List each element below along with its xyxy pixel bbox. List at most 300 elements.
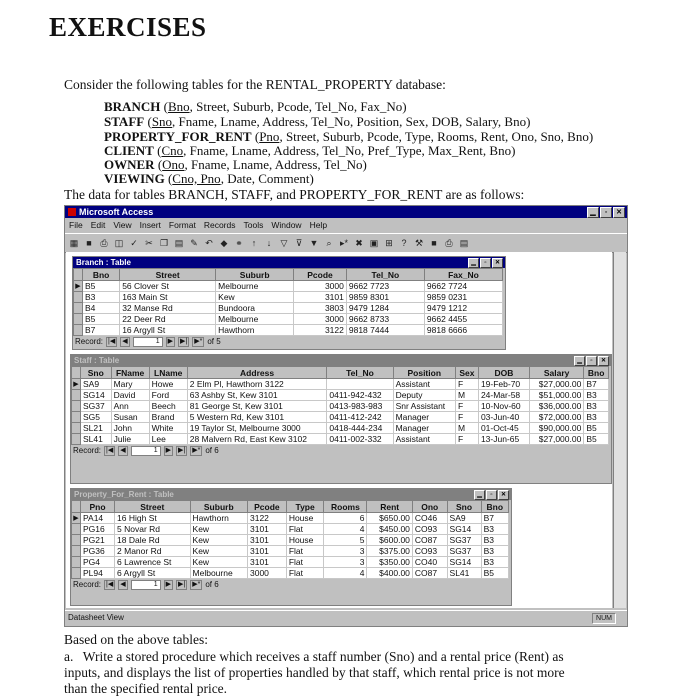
- table-cell[interactable]: $27,000.00: [530, 379, 584, 390]
- table-row[interactable]: [72, 401, 609, 412]
- record-selector-icon[interactable]: ▶: [72, 379, 81, 390]
- table-cell[interactable]: SL21: [81, 423, 112, 434]
- find-icon[interactable]: ⌕: [326, 238, 332, 248]
- table-cell[interactable]: B7: [481, 513, 508, 524]
- table-cell[interactable]: 32 Manse Rd: [120, 303, 216, 314]
- table-cell[interactable]: Beech: [149, 401, 187, 412]
- table-cell[interactable]: 10-Nov-60: [478, 401, 529, 412]
- table-row[interactable]: [72, 535, 509, 546]
- table-cell[interactable]: $450.00: [367, 524, 412, 535]
- record-selector-icon[interactable]: [74, 314, 83, 325]
- copy-icon[interactable]: ❐: [159, 238, 169, 248]
- table-cell[interactable]: PG21: [81, 535, 115, 546]
- menu-item[interactable]: Help: [309, 220, 328, 230]
- table-cell[interactable]: Kew: [190, 557, 247, 568]
- schema-name: VIEWING: [104, 171, 165, 186]
- table-cell[interactable]: 28 Malvern Rd, East Kew 3102: [187, 434, 327, 445]
- table-cell[interactable]: Kew: [216, 292, 294, 303]
- column-header[interactable]: Bno: [83, 269, 120, 281]
- table-cell[interactable]: 63 Ashby St, Kew 3101: [187, 390, 327, 401]
- schema-line: PROPERTY_FOR_RENT (Pno, Street, Suburb, Pcode, Type, Rooms, Rent, Ono, Sno, Bno): [104, 129, 594, 144]
- table-cell[interactable]: Mary: [111, 379, 149, 390]
- table-cell[interactable]: 18 Dale Rd: [115, 535, 191, 546]
- cut-icon[interactable]: ✂: [145, 238, 153, 248]
- record-nav-forward-button[interactable]: ▶: [165, 580, 171, 588]
- column-header[interactable]: Sno: [81, 367, 112, 379]
- column-header[interactable]: Bno: [584, 367, 609, 379]
- column-header[interactable]: Type: [286, 501, 324, 513]
- table-cell[interactable]: B3: [584, 412, 609, 423]
- column-header[interactable]: Suburb: [190, 501, 247, 513]
- table-cell[interactable]: SG37: [81, 401, 112, 412]
- table-cell[interactable]: 81 George St, Kew 3101: [187, 401, 327, 412]
- table-cell[interactable]: 9818 7444: [346, 325, 424, 336]
- record-nav-forward-button[interactable]: ▶|: [178, 580, 186, 588]
- table-cell[interactable]: 19 Taylor St, Melbourne 3000: [187, 423, 327, 434]
- table-cell[interactable]: 5 Novar Rd: [115, 524, 191, 535]
- table-cell[interactable]: B3: [481, 524, 508, 535]
- table-cell[interactable]: 0413-983-983: [327, 401, 393, 412]
- record-selector-icon[interactable]: [72, 401, 81, 412]
- record-count: of 6: [205, 446, 219, 455]
- table-cell[interactable]: $375.00: [367, 546, 412, 557]
- undo-icon[interactable]: ↶: [205, 238, 213, 248]
- record-selector-icon[interactable]: [74, 325, 83, 336]
- table-cell[interactable]: 0418-444-234: [327, 423, 393, 434]
- table-cell[interactable]: 9818 6666: [424, 325, 502, 336]
- table-cell[interactable]: 22 Deer Rd: [120, 314, 216, 325]
- paste-icon[interactable]: ▤: [174, 238, 184, 248]
- table-cell[interactable]: 3000: [248, 568, 287, 579]
- column-header[interactable]: Ono: [412, 501, 447, 513]
- table-cell[interactable]: David: [111, 390, 149, 401]
- table-cell[interactable]: Ford: [149, 390, 187, 401]
- table-cell[interactable]: 3101: [294, 292, 347, 303]
- maximize-icon[interactable]: ▫: [480, 258, 491, 268]
- table-cell[interactable]: 16 Argyll St: [120, 325, 216, 336]
- record-selector-icon[interactable]: [72, 557, 81, 568]
- table-cell[interactable]: B3: [584, 390, 609, 401]
- column-header[interactable]: Position: [393, 367, 455, 379]
- table-cell[interactable]: Melbourne: [216, 314, 294, 325]
- header-row: [72, 367, 609, 379]
- record-selector-icon[interactable]: [74, 292, 83, 303]
- table-cell[interactable]: 56 Clover St: [120, 281, 216, 292]
- column-header[interactable]: LName: [149, 367, 187, 379]
- table-cell[interactable]: F: [455, 412, 478, 423]
- menu-item[interactable]: Insert: [139, 220, 161, 230]
- save2-icon[interactable]: ■: [431, 238, 437, 248]
- table-cell[interactable]: SL41: [81, 434, 112, 445]
- table-cell[interactable]: Flat: [286, 568, 324, 579]
- close-icon[interactable]: ✕: [613, 207, 625, 218]
- property-table-window[interactable]: [70, 488, 512, 606]
- table-row[interactable]: [72, 557, 509, 568]
- table-cell[interactable]: PG16: [81, 524, 115, 535]
- sort-ascending-icon[interactable]: ↑: [251, 238, 257, 248]
- property-datasheet: [71, 500, 509, 579]
- menu-item[interactable]: Edit: [90, 220, 106, 230]
- table-cell[interactable]: Brand: [149, 412, 187, 423]
- filter-form-icon[interactable]: ⊽: [295, 238, 303, 248]
- table-cell[interactable]: F: [455, 401, 478, 412]
- table-cell[interactable]: CO46: [412, 513, 447, 524]
- table-cell[interactable]: 03-Jun-40: [478, 412, 529, 423]
- select-all-cell[interactable]: [72, 367, 81, 379]
- table-cell[interactable]: House: [286, 535, 324, 546]
- table-cell[interactable]: 9662 7723: [346, 281, 424, 292]
- table-row[interactable]: [72, 568, 509, 579]
- table-cell[interactable]: 4: [324, 568, 367, 579]
- table-cell[interactable]: 9479 1284: [346, 303, 424, 314]
- record-selector-icon[interactable]: [72, 568, 81, 579]
- filter-icon[interactable]: ▽: [280, 238, 288, 248]
- table-cell[interactable]: B3: [481, 557, 508, 568]
- table-row[interactable]: [72, 423, 609, 434]
- table-cell[interactable]: $650.00: [367, 513, 412, 524]
- column-header[interactable]: DOB: [478, 367, 529, 379]
- column-header[interactable]: Street: [120, 269, 216, 281]
- table-cell[interactable]: Manager: [393, 423, 455, 434]
- close-icon[interactable]: ✕: [598, 356, 609, 366]
- close-icon[interactable]: ✕: [498, 490, 509, 500]
- table-cell[interactable]: Melbourne: [216, 281, 294, 292]
- record-selector-icon[interactable]: ▶: [72, 513, 81, 524]
- table-row[interactable]: [72, 513, 509, 524]
- tools-icon[interactable]: ⚒: [414, 238, 424, 248]
- paste2-icon[interactable]: ▤: [459, 238, 469, 248]
- table-cell[interactable]: $51,000.00: [530, 390, 584, 401]
- table-cell[interactable]: 19-Feb-70: [478, 379, 529, 390]
- table-cell[interactable]: F: [455, 434, 478, 445]
- record-selector-icon[interactable]: [72, 412, 81, 423]
- table-cell[interactable]: B7: [584, 379, 609, 390]
- table-row[interactable]: [74, 325, 503, 336]
- table-cell[interactable]: 2 Elm Pl, Hawthorn 3122: [187, 379, 327, 390]
- table-cell[interactable]: 4: [324, 524, 367, 535]
- table-cell[interactable]: 5 Western Rd, Kew 3101: [187, 412, 327, 423]
- sort-descending-icon[interactable]: ↓: [266, 238, 272, 248]
- table-row[interactable]: [74, 314, 503, 325]
- table-row[interactable]: [74, 292, 503, 303]
- record-selector-icon[interactable]: [72, 434, 81, 445]
- spelling-icon[interactable]: ✓: [130, 238, 138, 248]
- table-cell[interactable]: B5: [481, 568, 508, 579]
- table-cell[interactable]: PG4: [81, 557, 115, 568]
- table-cell[interactable]: B3: [481, 546, 508, 557]
- table-cell[interactable]: $72,000.00: [530, 412, 584, 423]
- table-cell[interactable]: SG5: [81, 412, 112, 423]
- new-object-icon[interactable]: ⊞: [385, 238, 393, 248]
- column-header[interactable]: Rent: [367, 501, 412, 513]
- maximize-icon[interactable]: ▫: [600, 207, 612, 218]
- staff-table-title: Staff : Table: [74, 356, 120, 365]
- record-label: Record:: [75, 337, 104, 346]
- table-cell[interactable]: 3122: [294, 325, 347, 336]
- record-selector-icon[interactable]: [72, 546, 81, 557]
- menu-item[interactable]: Window: [271, 220, 302, 230]
- column-header[interactable]: Pcode: [248, 501, 287, 513]
- select-all-cell[interactable]: [74, 269, 83, 281]
- hyperlink-icon[interactable]: ⚭: [235, 238, 243, 248]
- table-cell[interactable]: Flat: [286, 557, 324, 568]
- table-cell[interactable]: Hawthorn: [190, 513, 247, 524]
- table-row[interactable]: [74, 281, 503, 292]
- table-cell[interactable]: 2 Manor Rd: [115, 546, 191, 557]
- record-nav-forward-button[interactable]: ▶*: [194, 337, 203, 345]
- table-cell[interactable]: Susan: [111, 412, 149, 423]
- table-cell[interactable]: 3101: [248, 557, 287, 568]
- table-cell[interactable]: 13-Jun-65: [478, 434, 529, 445]
- table-row[interactable]: [72, 524, 509, 535]
- record-selector-icon[interactable]: [74, 303, 83, 314]
- table-cell[interactable]: 3101: [248, 535, 287, 546]
- data-lead-text: The data for tables BRANCH, STAFF, and PROPERTY_FOR_RENT are as follows:: [64, 187, 525, 202]
- column-header[interactable]: Street: [115, 501, 191, 513]
- column-header[interactable]: Pno: [81, 501, 115, 513]
- table-cell[interactable]: B5: [584, 423, 609, 434]
- select-all-cell[interactable]: [72, 501, 81, 513]
- record-selector-icon[interactable]: [72, 423, 81, 434]
- window-titlebar: [65, 206, 627, 218]
- table-cell[interactable]: M: [455, 423, 478, 434]
- table-cell[interactable]: Lee: [149, 434, 187, 445]
- table-cell[interactable]: Snr Assistant: [393, 401, 455, 412]
- table-cell[interactable]: 0411-942-432: [327, 390, 393, 401]
- table-row[interactable]: [72, 434, 609, 445]
- table-cell[interactable]: CO87: [412, 568, 447, 579]
- column-header[interactable]: Sex: [455, 367, 478, 379]
- table-cell[interactable]: B5: [584, 434, 609, 445]
- table-cell[interactable]: B5: [83, 281, 120, 292]
- record-nav-back-button[interactable]: ◀: [120, 446, 126, 454]
- table-cell[interactable]: PG36: [81, 546, 115, 557]
- minimize-icon[interactable]: ▁: [468, 258, 479, 268]
- table-cell[interactable]: PA14: [81, 513, 115, 524]
- record-nav-back-button[interactable]: |◀: [106, 446, 114, 454]
- schema-name: PROPERTY_FOR_RENT: [104, 129, 252, 144]
- close-icon[interactable]: ✕: [492, 258, 503, 268]
- record-number-input[interactable]: 1: [131, 580, 161, 590]
- column-header[interactable]: Address: [187, 367, 327, 379]
- column-header[interactable]: Fax_No: [424, 269, 502, 281]
- record-selector-icon[interactable]: [72, 535, 81, 546]
- insert-object-icon[interactable]: ◆: [220, 238, 228, 248]
- table-cell[interactable]: $400.00: [367, 568, 412, 579]
- record-nav-back-button[interactable]: ◀: [120, 580, 126, 588]
- table-cell[interactable]: 9859 8301: [346, 292, 424, 303]
- table-cell[interactable]: Ann: [111, 401, 149, 412]
- table-cell[interactable]: White: [149, 423, 187, 434]
- access-logo-icon: [68, 208, 76, 216]
- view-icon[interactable]: ▦: [69, 238, 79, 248]
- print-icon[interactable]: ⎙: [100, 238, 108, 248]
- table-cell[interactable]: [327, 379, 393, 390]
- maximize-icon[interactable]: ▫: [486, 490, 497, 500]
- table-cell[interactable]: 0411-412-242: [327, 412, 393, 423]
- header-row: [72, 501, 509, 513]
- table-cell[interactable]: B4: [83, 303, 120, 314]
- table-cell[interactable]: 163 Main St: [120, 292, 216, 303]
- menu-item[interactable]: Tools: [243, 220, 264, 230]
- record-nav-forward-button[interactable]: ▶|: [180, 337, 188, 345]
- table-row[interactable]: [72, 379, 609, 390]
- table-cell[interactable]: 3122: [248, 513, 287, 524]
- menu-item[interactable]: Format: [168, 220, 196, 230]
- property-table-titlebar: [71, 489, 511, 500]
- table-cell[interactable]: Bundoora: [216, 303, 294, 314]
- table-cell[interactable]: $90,000.00: [530, 423, 584, 434]
- table-cell[interactable]: 3101: [248, 546, 287, 557]
- column-header[interactable]: Bno: [481, 501, 508, 513]
- menu-item[interactable]: View: [113, 220, 132, 230]
- record-nav-forward-button[interactable]: ▶*: [192, 446, 201, 454]
- table-cell[interactable]: 6 Argyll St: [115, 568, 191, 579]
- table-cell[interactable]: 9662 7724: [424, 281, 502, 292]
- table-cell[interactable]: 24-Mar-58: [478, 390, 529, 401]
- table-cell[interactable]: CO93: [412, 524, 447, 535]
- table-cell[interactable]: Julie: [111, 434, 149, 445]
- table-cell[interactable]: Flat: [286, 524, 324, 535]
- table-cell[interactable]: Manager: [393, 412, 455, 423]
- table-cell[interactable]: SG14: [447, 524, 481, 535]
- record-nav-forward-button[interactable]: ▶: [165, 446, 171, 454]
- maximize-icon[interactable]: ▫: [586, 356, 597, 366]
- table-cell[interactable]: F: [455, 379, 478, 390]
- table-cell[interactable]: Kew: [190, 524, 247, 535]
- table-cell[interactable]: 3000: [294, 314, 347, 325]
- table-cell[interactable]: PL94: [81, 568, 115, 579]
- record-label: Record:: [73, 446, 102, 455]
- table-cell[interactable]: 6: [324, 513, 367, 524]
- record-selector-icon[interactable]: [72, 390, 81, 401]
- column-header[interactable]: Pcode: [294, 269, 347, 281]
- table-cell[interactable]: 01-Oct-45: [478, 423, 529, 434]
- table-cell[interactable]: 9662 8733: [346, 314, 424, 325]
- table-cell[interactable]: CO87: [412, 535, 447, 546]
- branch-table-window[interactable]: [72, 256, 506, 350]
- record-nav-back-button[interactable]: |◀: [106, 580, 114, 588]
- staff-table-window[interactable]: [70, 354, 612, 484]
- table-cell[interactable]: SG37: [447, 546, 481, 557]
- table-row[interactable]: [72, 546, 509, 557]
- table-cell[interactable]: B3: [481, 535, 508, 546]
- column-header[interactable]: Tel_No: [346, 269, 424, 281]
- table-cell[interactable]: SA9: [81, 379, 112, 390]
- column-header[interactable]: Suburb: [216, 269, 294, 281]
- table-cell[interactable]: SL41: [447, 568, 481, 579]
- schema-fields: , Fname, Lname, Address, Tel_No, Position, Sex, DOB, Salary, Bno): [172, 114, 531, 129]
- table-cell[interactable]: SG14: [447, 557, 481, 568]
- column-header[interactable]: Rooms: [324, 501, 367, 513]
- column-header[interactable]: Tel_No: [327, 367, 393, 379]
- table-cell[interactable]: 3101: [248, 524, 287, 535]
- table-cell[interactable]: SG37: [447, 535, 481, 546]
- table-cell[interactable]: $27,000.00: [530, 434, 584, 445]
- table-cell[interactable]: 9859 0231: [424, 292, 502, 303]
- record-nav-forward-button[interactable]: ▶*: [192, 580, 201, 588]
- table-row[interactable]: [74, 303, 503, 314]
- table-cell[interactable]: Kew: [190, 546, 247, 557]
- table-cell[interactable]: CO93: [412, 546, 447, 557]
- table-cell[interactable]: $350.00: [367, 557, 412, 568]
- table-cell[interactable]: Assistant: [393, 434, 455, 445]
- table-cell[interactable]: M: [455, 390, 478, 401]
- table-cell[interactable]: 5: [324, 535, 367, 546]
- table-cell[interactable]: SG14: [81, 390, 112, 401]
- table-cell[interactable]: 6 Lawrence St: [115, 557, 191, 568]
- save-icon[interactable]: ■: [86, 238, 92, 248]
- record-nav-forward-button[interactable]: ▶|: [178, 446, 186, 454]
- delete-record-icon[interactable]: ✖: [355, 238, 363, 248]
- new-record-icon[interactable]: ▸*: [339, 238, 349, 248]
- table-cell[interactable]: 16 High St: [115, 513, 191, 524]
- table-cell[interactable]: Howe: [149, 379, 187, 390]
- table-cell[interactable]: B3: [83, 292, 120, 303]
- minimize-icon[interactable]: ▁: [574, 356, 585, 366]
- table-cell[interactable]: B3: [584, 401, 609, 412]
- database-window-icon[interactable]: ▣: [369, 238, 379, 248]
- column-header[interactable]: Sno: [447, 501, 481, 513]
- table-cell[interactable]: 0411-002-332: [327, 434, 393, 445]
- record-nav-back-button[interactable]: ◀: [122, 337, 128, 345]
- table-cell[interactable]: 3803: [294, 303, 347, 314]
- table-row[interactable]: [72, 390, 609, 401]
- record-number-input[interactable]: 1: [133, 337, 163, 347]
- record-nav-back-button[interactable]: |◀: [108, 337, 116, 345]
- schema-name: STAFF: [104, 114, 145, 129]
- table-cell[interactable]: 3: [324, 557, 367, 568]
- menu-item[interactable]: Records: [203, 220, 236, 230]
- table-cell[interactable]: Melbourne: [190, 568, 247, 579]
- table-cell[interactable]: B7: [83, 325, 120, 336]
- table-cell[interactable]: $36,000.00: [530, 401, 584, 412]
- record-nav-forward-button[interactable]: ▶: [167, 337, 173, 345]
- preview-icon[interactable]: ◫: [114, 238, 124, 248]
- table-cell[interactable]: B5: [83, 314, 120, 325]
- table-cell[interactable]: 3000: [294, 281, 347, 292]
- minimize-icon[interactable]: ▁: [474, 490, 485, 500]
- table-cell[interactable]: Flat: [286, 546, 324, 557]
- column-header[interactable]: Salary: [530, 367, 584, 379]
- minimize-icon[interactable]: ▁: [587, 207, 599, 218]
- table-cell[interactable]: $600.00: [367, 535, 412, 546]
- column-header[interactable]: FName: [111, 367, 149, 379]
- table-cell[interactable]: 9662 4455: [424, 314, 502, 325]
- table-cell[interactable]: Hawthorn: [216, 325, 294, 336]
- table-cell[interactable]: 9479 1212: [424, 303, 502, 314]
- table-cell[interactable]: SA9: [447, 513, 481, 524]
- table-cell[interactable]: Assistant: [393, 379, 455, 390]
- record-selector-icon[interactable]: ▶: [74, 281, 83, 292]
- vertical-scrollbar[interactable]: [613, 252, 626, 608]
- table-cell[interactable]: CO40: [412, 557, 447, 568]
- table-cell[interactable]: Deputy: [393, 390, 455, 401]
- print2-icon[interactable]: ⎙: [445, 238, 453, 248]
- table-row[interactable]: [72, 412, 609, 423]
- table-cell[interactable]: House: [286, 513, 324, 524]
- table-cell[interactable]: John: [111, 423, 149, 434]
- table-cell[interactable]: 3: [324, 546, 367, 557]
- record-selector-icon[interactable]: [72, 524, 81, 535]
- format-painter-icon[interactable]: ✎: [190, 238, 198, 248]
- record-count: of 6: [205, 580, 219, 589]
- help-icon[interactable]: ?: [401, 238, 407, 248]
- apply-filter-icon[interactable]: ▼: [309, 238, 319, 248]
- menu-item[interactable]: File: [69, 220, 83, 230]
- table-cell[interactable]: Kew: [190, 535, 247, 546]
- record-number-input[interactable]: 1: [131, 446, 161, 456]
